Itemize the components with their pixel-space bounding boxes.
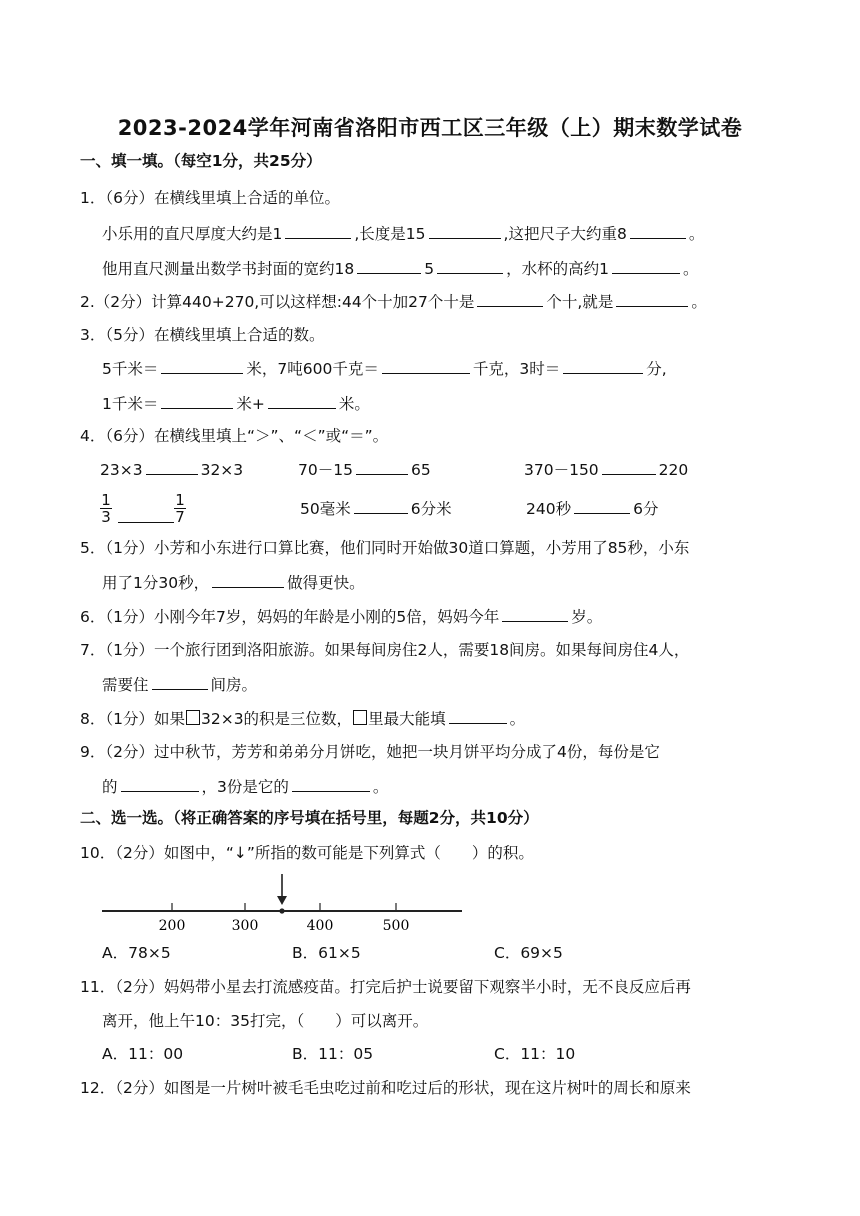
q11-option-c[interactable]: C．11：10 [494,1045,576,1063]
q6-text: 岁。 [571,608,603,626]
q3-text: 米。 [338,395,370,413]
q11-line1: 11．（2分）妈妈带小星去打流感疫苗。打完后护士说要留下观察半小时，无不良反应后再 [80,978,691,996]
q1-line1 [102,223,704,244]
q4-left: 70－15 [298,461,353,479]
q10-stem: 10．（2分）如图中，“↓”所指的数可能是下列算式（ ）的积。 [80,844,534,862]
q1-text: 他用直尺测量出数学书封面的宽约18 [102,260,355,278]
q3-text: 千克，3时＝ [472,360,561,378]
q10-option-a[interactable]: A．78×5 [102,944,171,962]
q2-text: 。 [691,293,707,311]
q7-text: 需要住 [102,676,149,694]
q8-text: 8．（1分）如果 [80,710,185,728]
answer-blank[interactable] [630,223,686,239]
q6-line [80,606,602,627]
answer-blank[interactable] [285,223,351,239]
answer-blank[interactable] [161,358,243,374]
q4-right: 6分米 [410,500,452,518]
answer-blank[interactable] [449,708,507,724]
q8-text: 里最大能填 [368,710,446,728]
answer-blank[interactable] [118,507,174,523]
number-line-figure [98,870,478,940]
q9-text: 的 [102,778,118,796]
q1-text: ，水杯的高约1 [506,260,609,278]
denominator: 7 [175,508,185,526]
q8-line [80,708,525,729]
q1-text: ,这把尺子大约重8 [503,225,627,243]
q4-compare-1 [100,459,243,480]
q1-stem: 1．（6分）在横线里填上合适的单位。 [80,189,340,207]
q7-text: 间房。 [210,676,258,694]
answer-blank[interactable] [161,393,233,409]
q10-option-b[interactable]: B．61×5 [292,944,361,962]
answer-blank[interactable] [354,498,408,514]
numerator: 1 [175,491,185,509]
q3-line2 [102,393,370,414]
q1-text: 5 [424,260,435,278]
section-2-heading: 二、选一选。（将正确答案的序号填在括号里，每题2分，共10分） [80,809,539,827]
q9-line1: 9．（2分）过中秋节，芳芳和弟弟分月饼吃，她把一块月饼平均分成了4份，每份是它 [80,743,660,761]
tick-label: 200 [158,918,186,934]
q7-line1: 7．（1分）一个旅行团到洛阳旅游。如果每间房住2人，需要18间房。如果每间房住4人， [80,641,690,659]
q1-text: 小乐用的直尺厚度大约是1 [102,225,283,243]
q5-line1: 5．（1分）小芳和小东进行口算比赛，他们同时开始做30道口算题，小芳用了85秒，小东 [80,539,690,557]
answer-blank[interactable] [292,776,370,792]
q3-text: 分, [646,360,667,378]
answer-blank[interactable] [356,459,408,475]
q4-compare-2 [298,459,431,480]
q1-text: 。 [682,260,699,278]
q3-text: 1千米＝ [102,395,159,413]
q10-option-c[interactable]: C．69×5 [494,944,563,962]
q11-option-a[interactable]: A．11：00 [102,1045,184,1063]
answer-blank[interactable] [563,358,643,374]
tick-label: 400 [306,918,334,934]
answer-blank[interactable] [477,291,543,307]
q3-stem: 3．（5分）在横线里填上合适的数。 [80,326,325,344]
answer-blank[interactable] [382,358,470,374]
q3-text: 米，7吨600千克＝ [246,360,379,378]
q8-text: 32×3的积是三位数， [200,710,353,728]
q1-text: 。 [688,225,705,243]
q4-compare-6 [526,498,658,519]
q4-right: 6分 [633,500,659,518]
q9-text: 。 [372,778,389,796]
q11-option-b[interactable]: B．11：05 [292,1045,374,1063]
fraction-one-seventh [174,492,186,525]
answer-blank[interactable] [146,459,198,475]
answer-blank[interactable] [357,258,421,274]
q1-line2 [102,258,699,279]
denominator: 3 [101,508,111,526]
q8-text: 。 [509,710,526,728]
q1-text: ,长度是15 [354,225,426,243]
arrow-head [277,896,287,905]
q4-left: 23×3 [100,461,143,479]
answer-blank[interactable] [616,291,688,307]
section-1-heading: 一、填一填。（每空1分，共25分） [80,152,322,170]
q5-text: 做得更快。 [287,574,365,592]
q4-right: 32×3 [200,461,244,479]
exam-title: 2023-2024学年河南省洛阳市西工区三年级（上）期末数学试卷 [117,116,743,140]
q2-line [80,291,707,312]
q4-left: 370－150 [524,461,599,479]
q4-left: 50毫米 [300,500,351,518]
pointed-dot [279,908,284,913]
tick-label: 300 [231,918,259,934]
answer-blank[interactable] [212,572,284,588]
q2-text: 个十,就是 [546,293,614,311]
answer-blank[interactable] [437,258,503,274]
q4-compare-5 [300,498,452,519]
q11-line2: 离开，他上午10：35打完，（ ）可以离开。 [102,1012,429,1030]
q5-text: 用了1分30秒， [102,574,210,592]
q4-left: 240秒 [526,500,572,518]
q4-right: 65 [410,461,431,479]
answer-blank[interactable] [121,776,199,792]
fraction-one-third [100,492,112,525]
q3-text: 米+ [236,395,265,413]
q12-line1: 12．（2分）如图是一片树叶被毛毛虫吃过前和吃过后的形状，现在这片树叶的周长和原来 [80,1079,691,1097]
q6-text: 6．（1分）小刚今年7岁，妈妈的年龄是小刚的5倍，妈妈今年 [80,608,500,626]
tick-label: 500 [382,918,410,934]
numerator: 1 [101,491,111,509]
answer-blank[interactable] [152,674,208,690]
q9-line2 [102,776,388,797]
answer-blank[interactable] [429,223,501,239]
q4-compare-3 [524,459,688,480]
answer-blank[interactable] [574,498,630,514]
empty-box [353,710,367,725]
q5-line2 [102,572,365,593]
q2-text: 2.（2分）计算440+270,可以这样想:44个十加27个十是 [80,293,475,311]
q9-text: ，3份是它的 [201,778,289,796]
answer-blank[interactable] [502,606,568,622]
q4-stem: 4．（6分）在横线里填上“＞”、“＜”或“＝”。 [80,427,389,445]
q3-line1 [102,358,667,379]
answer-blank[interactable] [612,258,680,274]
empty-box [186,710,200,725]
q3-text: 5千米＝ [102,360,159,378]
q4-right: 220 [658,461,689,479]
answer-blank[interactable] [602,459,656,475]
q7-line2 [102,674,257,695]
answer-blank[interactable] [268,393,336,409]
